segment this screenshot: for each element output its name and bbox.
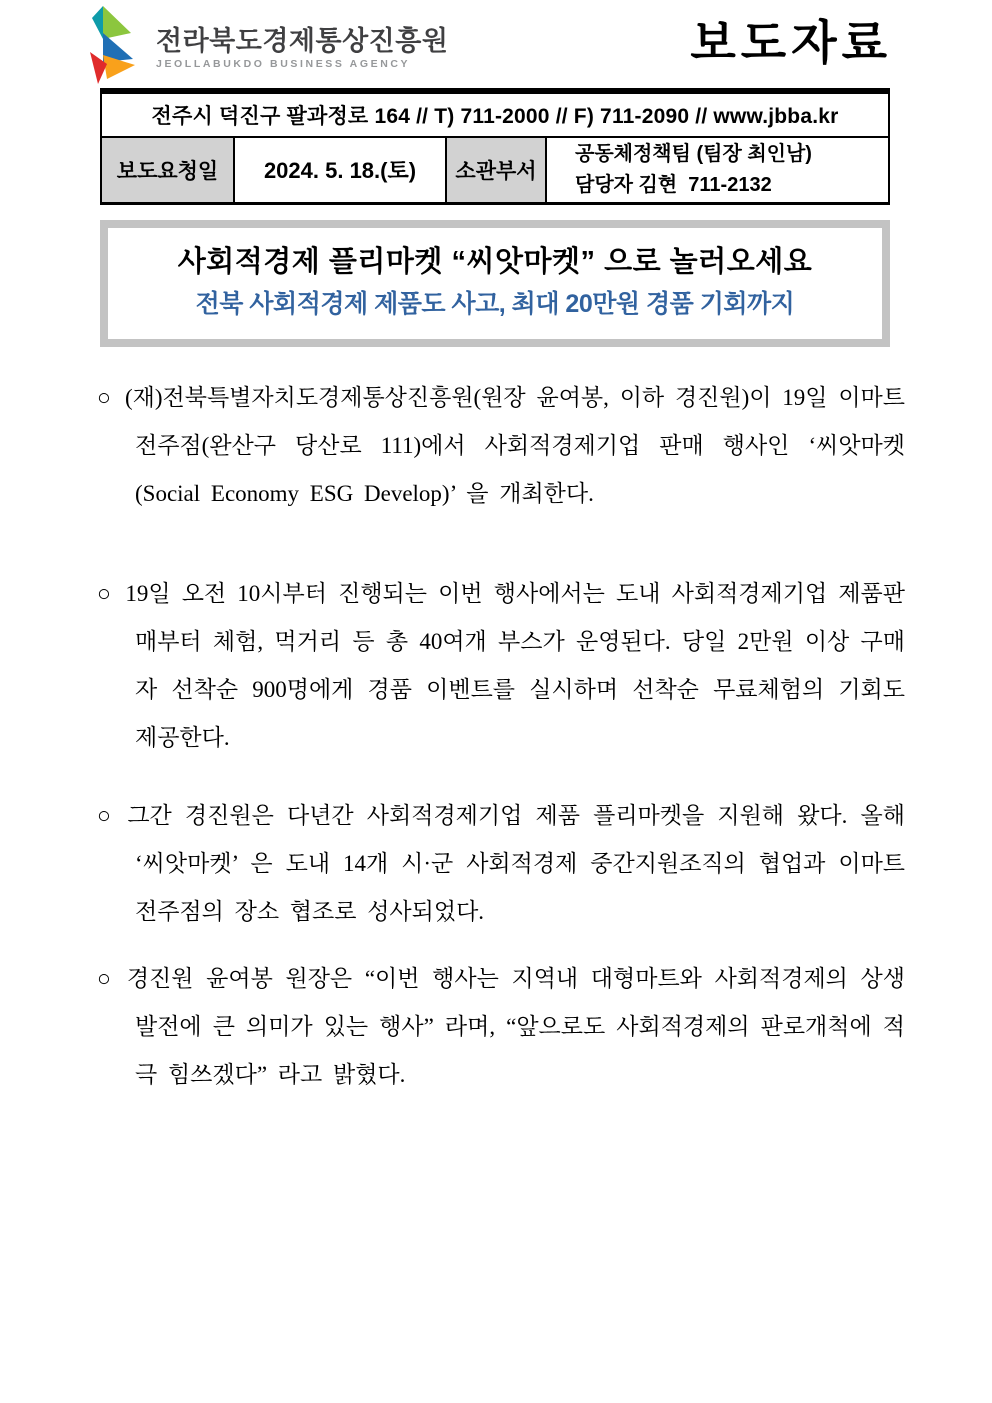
request-date-value: 2024. 5. 18.(토)	[234, 137, 446, 203]
address-row	[101, 91, 889, 137]
bullet-icon: ○	[97, 802, 114, 828]
request-date-label: 보도요청일	[101, 137, 234, 203]
paragraph	[97, 955, 905, 1099]
department-team: 공동체정책팀 (팀장 최인남)	[575, 142, 812, 165]
article-body	[97, 374, 905, 1099]
agency-logo	[88, 5, 448, 85]
headline-title: 사회적경제 플리마켓 “씨앗마켓” 으로 놀러오세요	[177, 245, 813, 278]
department-label: 소관부서	[446, 137, 546, 203]
contact-info-table	[100, 88, 890, 205]
bullet-icon: ○	[97, 965, 113, 991]
paragraph	[97, 792, 905, 936]
doc-type-title: 보도자료	[690, 16, 892, 69]
department-value	[546, 137, 889, 203]
contact-row	[101, 137, 889, 203]
agency-logo-icon	[88, 5, 146, 85]
logo-triangle-green	[103, 6, 131, 39]
logo-triangle-teal	[92, 6, 103, 39]
headline-box	[100, 220, 890, 347]
department-contact: 담당자 김현 711-2132	[575, 173, 772, 196]
paragraph-text: 경진원 윤여봉 원장은 “이번 행사는 지역내 대형마트와 사회적경제의 상생발전에 큰 의미가 있는 행사” 라며, “앞으로도 사회적경제의 판로개척에 적극 힘쓰겠다” 라고 밝혔다.	[126, 965, 905, 1087]
paragraph-text: 그간 경진원은 다년간 사회적경제기업 제품 플리마켓을 지원해 왔다. 올해 ‘씨앗마켓’ 은 도내 14개 시·군 사회적경제 중간지원조직의 협업과 이마트 전주점의 장소 협조로 성사되었다.	[127, 802, 905, 924]
address-bar: 전주시 덕진구 팔과정로 164 // T) 711-2000 // F) 711-2090 // www.jbba.kr	[101, 91, 889, 137]
org-name: 전라북도경제통상진흥원	[156, 26, 449, 56]
paragraph	[97, 374, 905, 518]
bullet-icon: ○	[97, 384, 111, 410]
bullet-icon: ○	[97, 580, 112, 606]
paragraph-text: (재)전북특별자치도경제통상진흥원(원장 윤여봉, 이하 경진원)이 19일 이마트 전주점(완산구 당산로 111)에서 사회적경제기업 판매 행사인 ‘씨앗마켓(Social Economy ESG Develop)’ 을 개최한다.	[124, 384, 905, 506]
org-name-en: JEOLLABUKDO BUSINESS AGENCY	[156, 58, 411, 70]
paragraph-text: 19일 오전 10시부터 진행되는 이번 행사에서는 도내 사회적경제기업 제품판매부터 체험, 먹거리 등 총 40여개 부스가 운영된다. 당일 2만원 이상 구매자 선착순 900명에게 경품 이벤트를 실시하며 선착순 무료체험의 기회도 제공한다.	[125, 580, 905, 750]
headline-subtitle: 전북 사회적경제 제품도 사고, 최대 20만원 경품 기회까지	[195, 289, 795, 318]
paragraph	[97, 570, 905, 762]
agency-logo-text	[156, 26, 448, 70]
masthead	[0, 0, 992, 88]
